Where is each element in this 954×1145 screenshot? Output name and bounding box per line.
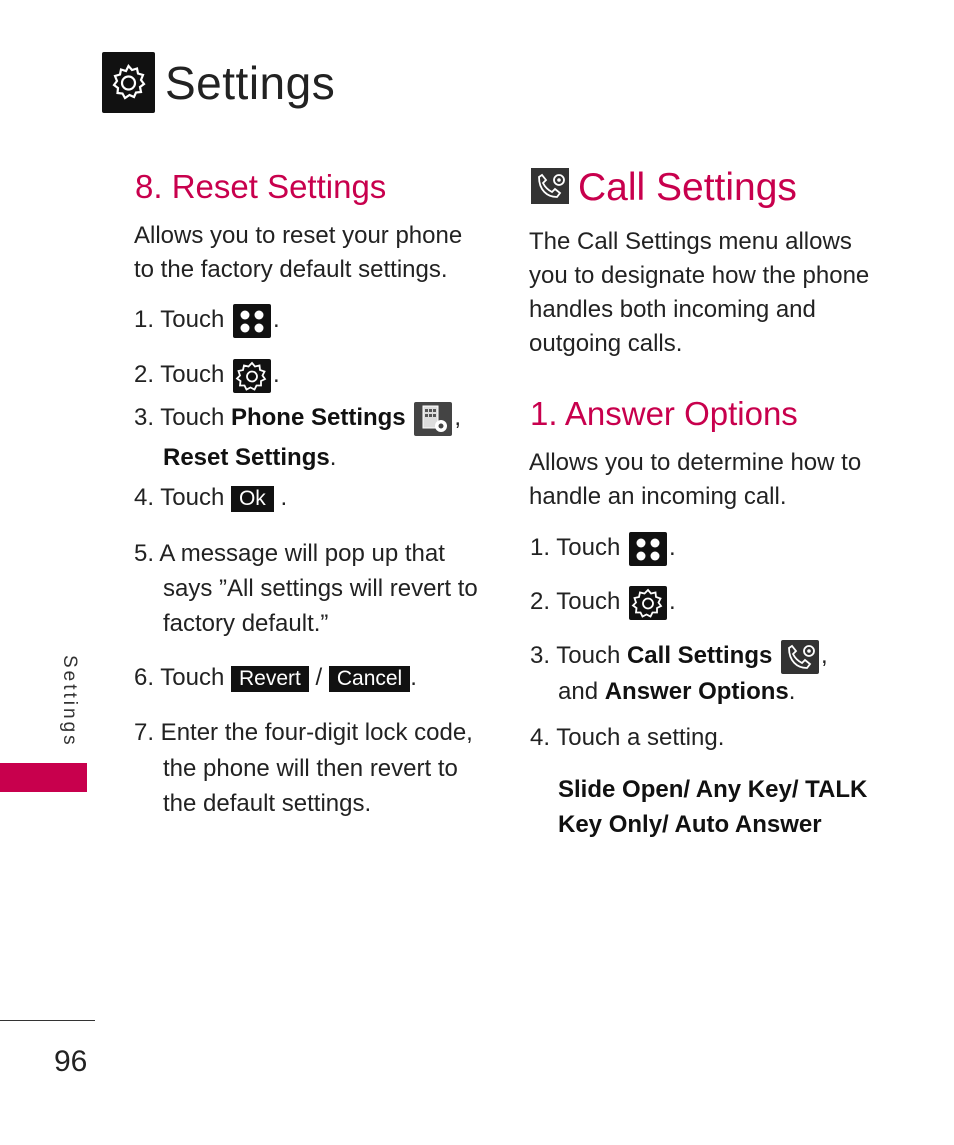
call-settings-icon xyxy=(531,168,569,204)
reset-step-1 xyxy=(134,302,280,338)
reset-step-5: 5. A message will pop up that xyxy=(134,540,445,567)
step-suffix: . xyxy=(280,484,288,511)
settings-gear-icon xyxy=(629,586,667,620)
reset-step-5-line2: says ”All settings will revert to xyxy=(163,575,478,602)
answer-step-1 xyxy=(530,530,676,566)
step-suffix: . xyxy=(329,444,337,471)
ok-softkey: Ok xyxy=(231,486,274,512)
footer-rule xyxy=(0,1020,95,1021)
reset-step-7: 7. Enter the four-digit lock code, xyxy=(134,719,473,746)
reset-settings-label: Reset Settings xyxy=(163,444,330,471)
answer-options-heading: 1. Answer Options xyxy=(530,395,798,432)
step-suffix: , xyxy=(821,642,828,669)
menu-grid-icon xyxy=(629,532,667,566)
step-suffix: , xyxy=(454,404,461,431)
step-text: 1. Touch xyxy=(134,306,225,333)
reset-step-4 xyxy=(134,480,287,516)
reset-step-3 xyxy=(134,400,461,436)
answer-step-4: 4. Touch a setting. xyxy=(530,724,725,751)
page-number: 96 xyxy=(54,1045,88,1078)
answer-step-3-line2 xyxy=(558,674,795,710)
answer-options-label: Answer Options xyxy=(604,678,789,705)
step-text: 2. Touch xyxy=(530,588,621,615)
step-suffix: . xyxy=(788,678,796,705)
step-suffix: . xyxy=(668,534,676,561)
reset-step-5-line3: factory default.” xyxy=(163,610,329,637)
step-suffix: . xyxy=(272,306,280,333)
page-header-title: Settings xyxy=(165,57,336,109)
settings-gear-icon xyxy=(102,52,155,113)
side-accent-bar xyxy=(0,763,87,792)
reset-step-6 xyxy=(134,660,417,696)
step-text: 4. Touch xyxy=(134,484,225,511)
answer-step-3 xyxy=(530,638,828,674)
side-section-label: Settings xyxy=(59,655,80,748)
answer-options-list-line1: Slide Open/ Any Key/ TALK xyxy=(558,776,868,803)
revert-softkey: Revert xyxy=(231,666,309,692)
step-text: 2. Touch xyxy=(134,361,225,388)
call-settings-label: Call Settings xyxy=(626,642,773,669)
step-text: 1. Touch xyxy=(530,534,621,561)
phone-settings-icon xyxy=(414,402,452,436)
step-suffix: . xyxy=(410,664,417,691)
phone-settings-label: Phone Settings xyxy=(230,404,406,431)
step-text: 3. Touch xyxy=(134,404,225,431)
step-suffix: . xyxy=(668,588,676,615)
reset-step-2 xyxy=(134,357,280,393)
step-separator: / xyxy=(315,664,323,691)
cancel-softkey: Cancel xyxy=(329,666,410,692)
step-suffix: . xyxy=(272,361,280,388)
reset-settings-intro: Allows you to reset your phone to the factory default settings. xyxy=(134,222,463,283)
reset-step-7-line3: the default settings. xyxy=(163,790,372,817)
step-text: 3. Touch xyxy=(530,642,621,669)
reset-step-3-line2 xyxy=(163,440,336,476)
answer-options-intro: Allows you to determine how to handle an incoming call. xyxy=(529,449,862,510)
answer-options-list-line2: Key Only/ Auto Answer xyxy=(558,811,822,838)
reset-settings-heading: 8. Reset Settings xyxy=(135,168,387,205)
call-settings-icon xyxy=(781,640,819,674)
call-settings-heading: Call Settings xyxy=(578,166,797,209)
call-settings-intro: The Call Settings menu allows you to designate how the phone handles both incoming and outgoing calls. xyxy=(529,228,870,357)
settings-gear-icon xyxy=(233,359,271,393)
answer-step-2 xyxy=(530,584,676,620)
reset-step-7-line2: the phone will then revert to xyxy=(163,755,458,782)
step-text: 6. Touch xyxy=(134,664,225,691)
menu-grid-icon xyxy=(233,304,271,338)
step-text: and xyxy=(558,678,599,705)
